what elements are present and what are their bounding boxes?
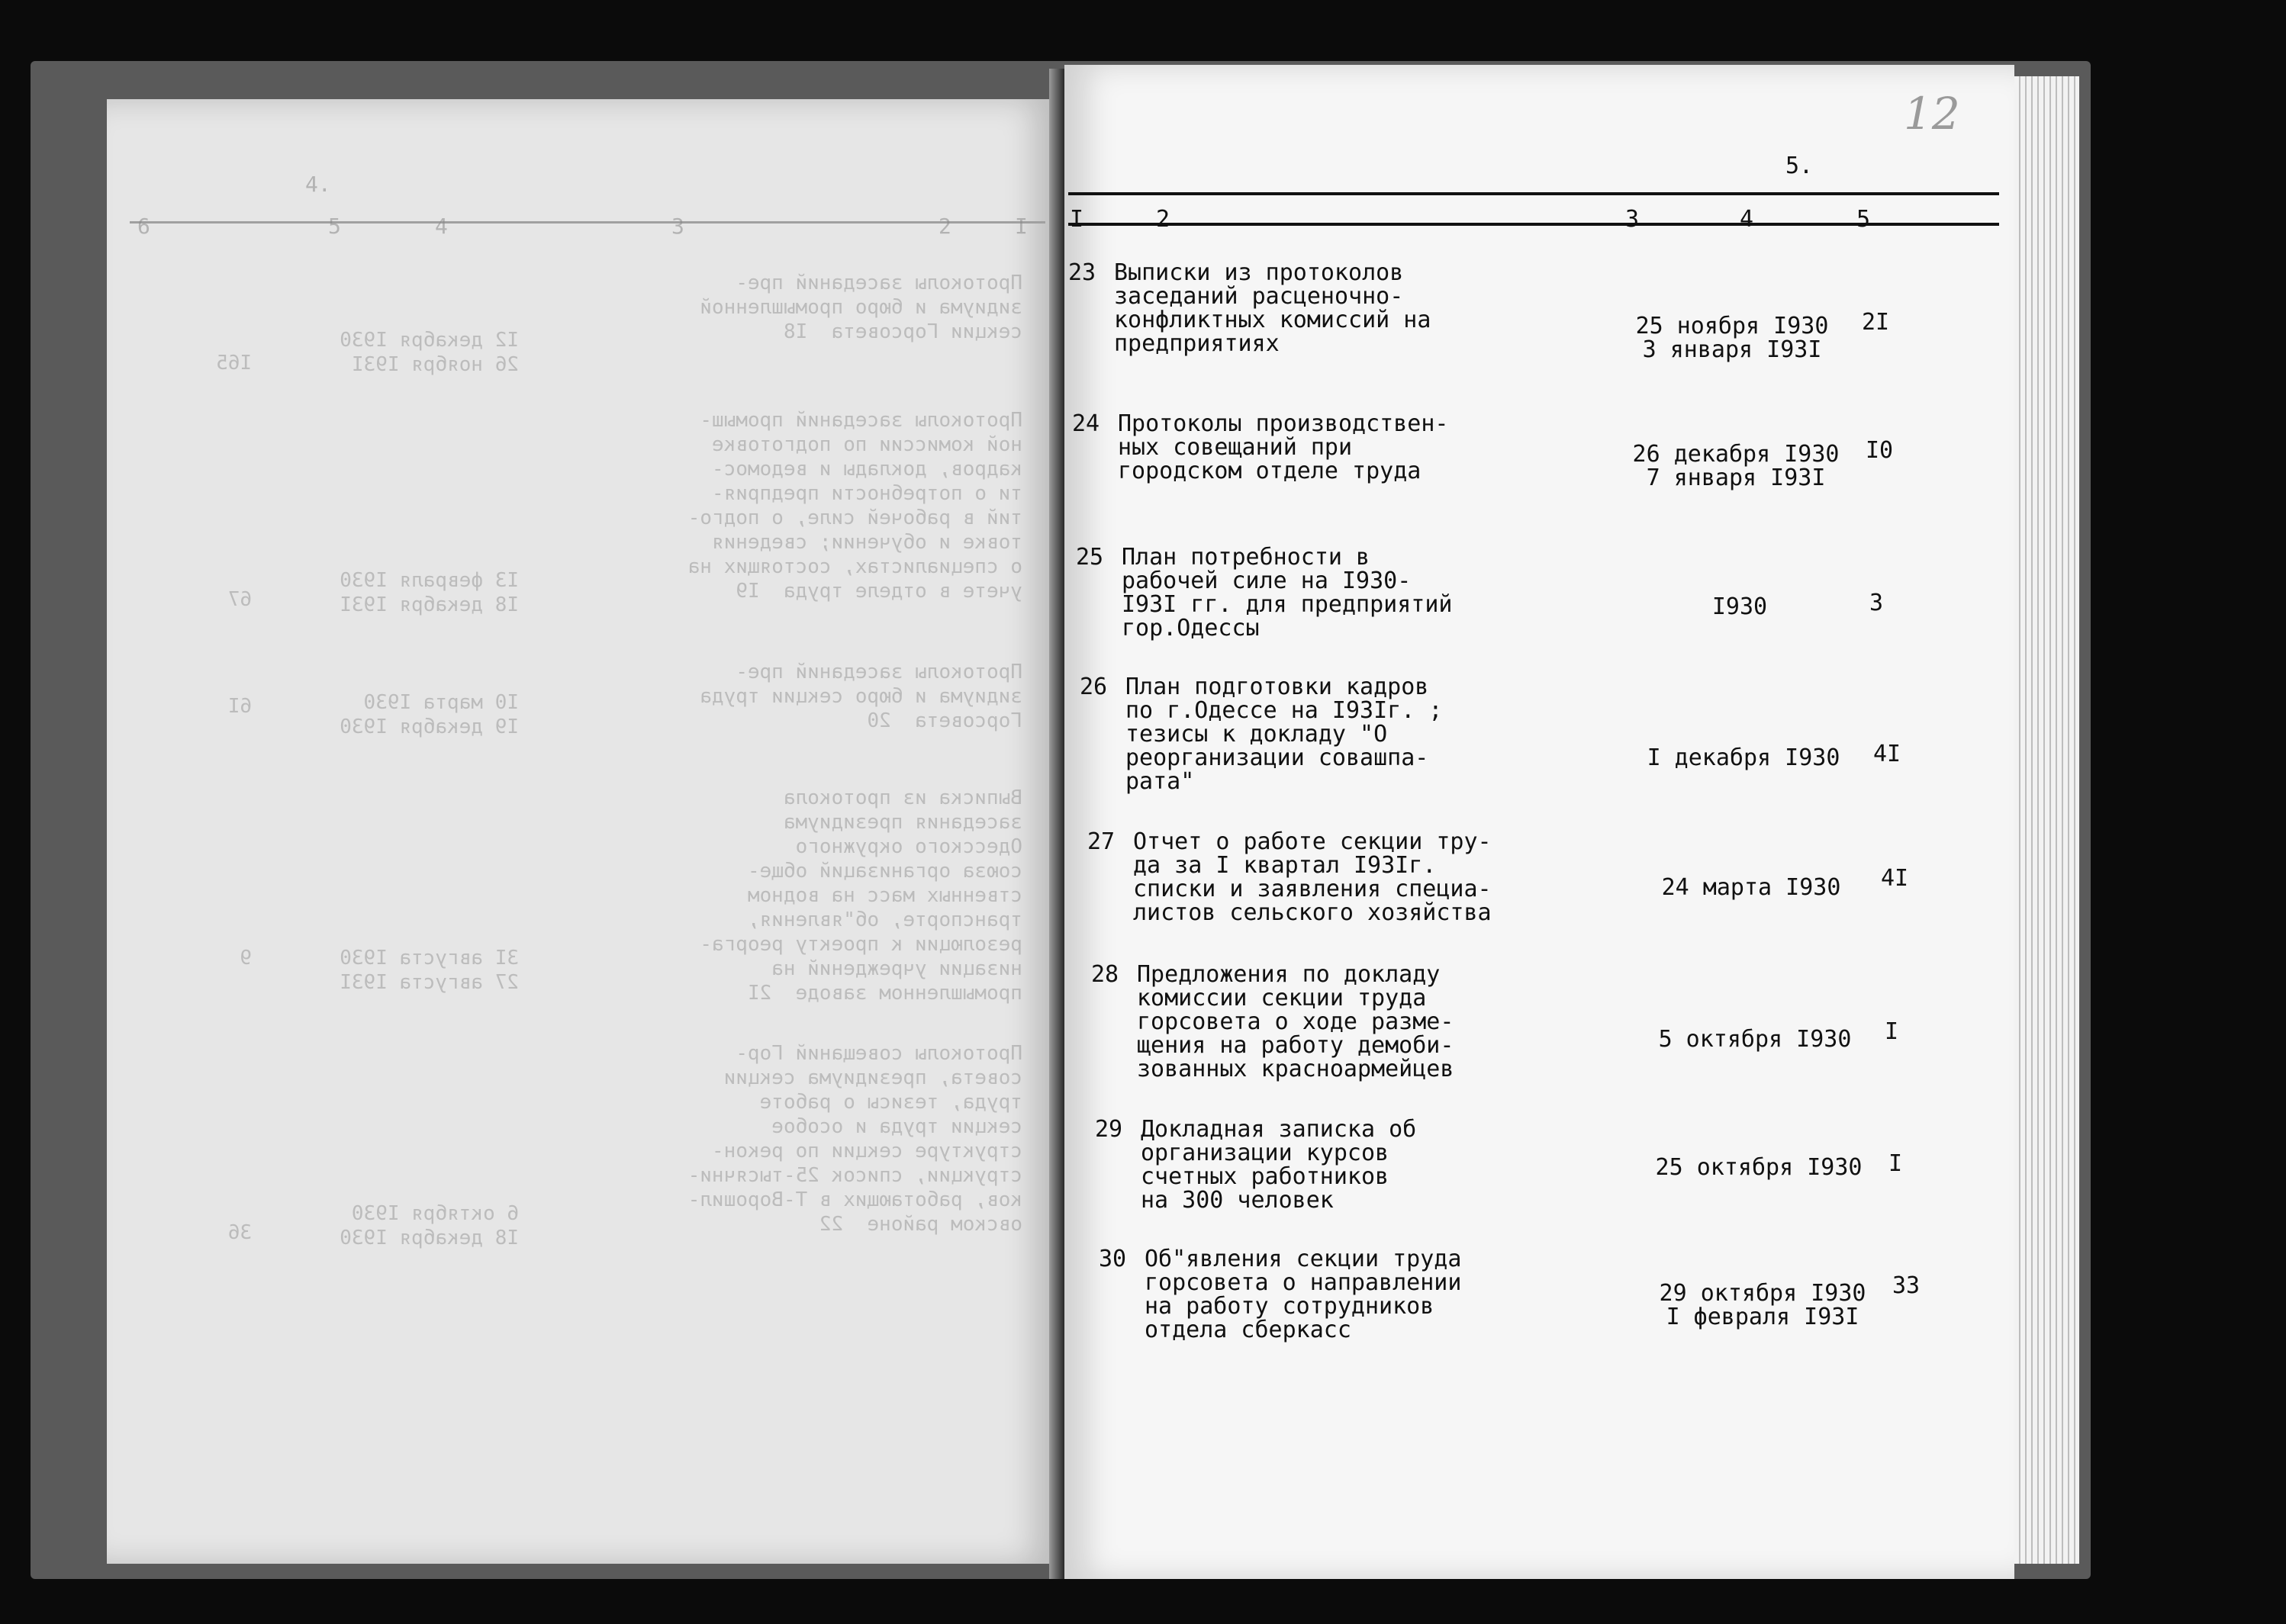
left-entry-title: Протоколы заседаний промыш- ной комиссии по подготовке кадров, доклады и ведомос- ти о потребности предприя- тий в рабочей силе, о подго- товке и обучении; сведения о специалистах, состоящих на учете в отделе труда	[687, 409, 1022, 603]
left-entry-sheets: 36	[227, 1221, 252, 1244]
left-entry-sheets: 67	[227, 588, 252, 611]
entry-number: 24	[1072, 410, 1100, 437]
entry-dates: I декабря I930	[1647, 744, 1840, 771]
entry-dates: 29 октября I930 I февраля I93I	[1659, 1280, 1866, 1330]
column-header-2: 2	[1156, 206, 1170, 233]
entry-number: 26	[1080, 674, 1108, 700]
left-entry-sheets: 6I	[227, 695, 252, 718]
left-entry-20	[580, 660, 1022, 733]
column-header-4: 4	[1740, 206, 1754, 233]
left-entry-num: 2I	[747, 982, 772, 1005]
entry-title: Выписки из протоколов заседаний расценочно- конфликтных комиссий на предприятиях	[1114, 259, 1431, 357]
entry-title: Об"явления секции труда горсовета о направлении на работу сотрудников отдела сберкасс	[1145, 1246, 1462, 1343]
left-entry-19-sheets	[175, 587, 252, 612]
left-entry-num: 20	[867, 709, 891, 732]
left-entry-dates: I0 марта I930 I9 декабря I930	[340, 691, 519, 738]
entry-sheets: I0	[1866, 437, 1894, 464]
left-entry-18-dates	[290, 328, 519, 377]
page-number: 5.	[1785, 153, 1814, 179]
left-entry-dates: 6 октября I930 I8 декабря I930	[340, 1202, 519, 1249]
left-entry-sheets: I65	[216, 352, 252, 375]
entry-sheets: 4I	[1873, 741, 1901, 767]
left-entry-title: Протоколы заседаний пре- зидиума и бюро промышленной секции Горсовета	[700, 272, 1022, 343]
left-column-2: 2	[939, 214, 951, 239]
entry-dates: 24 марта I930	[1661, 874, 1841, 901]
entry-dates: 5 октября I930	[1658, 1026, 1852, 1053]
left-entry-22-sheets	[175, 1220, 252, 1245]
entry-number: 23	[1068, 259, 1096, 286]
entry-number: 25	[1076, 544, 1104, 571]
entry-number: 28	[1091, 961, 1119, 988]
column-header-3: 3	[1625, 206, 1640, 233]
left-entry-19-dates	[290, 568, 519, 617]
left-entry-title: Выписка из протокола заседания президиума Одесского окружного союза организаций обще- ственных масс на водном транспорте, об"явления, резолюции к проекту реорга- низации учреждений на промышленном заводе	[700, 786, 1022, 1005]
left-entry-22-dates	[290, 1201, 519, 1250]
entry-sheets: 2I	[1862, 309, 1890, 336]
left-entry-21-sheets	[175, 946, 252, 970]
left-entry-22	[580, 1041, 1022, 1236]
left-entry-20-sheets	[175, 694, 252, 719]
left-entry-dates: I2 декабря I930 26 ноября I93I	[340, 329, 519, 376]
left-entry-num: I9	[736, 580, 760, 603]
column-header-5: 5	[1856, 206, 1871, 233]
left-entry-18	[580, 271, 1022, 344]
entry-sheets: I	[1885, 1018, 1899, 1045]
entry-number: 27	[1087, 828, 1116, 855]
entry-title: Предложения по докладу комиссии секции труда горсовета о ходе разме- щения на работу демоби- зованных красноармейцев	[1137, 961, 1454, 1082]
left-entry-20-dates	[290, 690, 519, 739]
page-edges	[2014, 76, 2079, 1564]
entry-sheets: 33	[1892, 1272, 1921, 1299]
entry-dates: 25 октября I930	[1655, 1154, 1863, 1181]
entry-title: Докладная записка об организации курсов счетных работников на 300 человек	[1141, 1116, 1417, 1214]
left-column-6: 6	[137, 214, 150, 239]
left-entry-num: 22	[819, 1213, 844, 1236]
entry-sheets: I	[1888, 1150, 1903, 1177]
entry-title: План подготовки кадров по г.Одессе на I93Iг. ; тезисы к докладу "О реорганизации совашпа- рата"	[1125, 674, 1443, 795]
left-entry-dates: I3 февраля I930 I8 декабря I93I	[340, 569, 519, 616]
left-entry-dates: 3I августа I930 27 августа I93I	[340, 947, 519, 994]
header-rule-top	[1068, 192, 1999, 195]
column-header-1: I	[1070, 206, 1084, 233]
entry-title: Протоколы производствен- ных совещаний при городском отделе труда	[1118, 410, 1449, 484]
entry-dates: I930	[1711, 593, 1768, 620]
entry-dates: 26 декабря I930 7 января I93I	[1632, 441, 1840, 491]
entry-title: План потребности в рабочей силе на I930- I93I гг. для предприятий гор.Одессы	[1122, 544, 1453, 642]
folio-number: 12	[1904, 88, 1960, 140]
left-entry-21	[580, 786, 1022, 1005]
left-column-3: 3	[671, 214, 684, 239]
entry-sheets: 3	[1869, 590, 1884, 616]
left-column-5: 5	[328, 214, 341, 239]
left-entry-21-dates	[290, 946, 519, 995]
left-entry-18-sheets	[175, 351, 252, 375]
left-page	[107, 99, 1057, 1564]
entry-title: Отчет о работе секции тру- да за I квартал I93Iг. списки и заявления специа- листов сельского хозяйства	[1133, 828, 1492, 926]
left-entry-19	[580, 408, 1022, 603]
left-column-4: 4	[435, 214, 448, 239]
entry-sheets: 4I	[1881, 865, 1909, 892]
left-header-rule	[130, 221, 1045, 224]
left-column-1: I	[1015, 214, 1028, 239]
entry-dates: 25 ноября I930 3 января I93I	[1635, 313, 1829, 363]
entry-number: 29	[1095, 1116, 1123, 1143]
left-entry-title: Протоколы совещаний Гор- совета, президиума секции труда, тезисы о работе секции труда и особое структуре секции по рекон- струкции, список 25-тысячни- ков, работающих в Т-Ворошил- овском районе	[687, 1042, 1022, 1236]
entry-number: 30	[1099, 1246, 1127, 1272]
left-entry-title: Протоколы заседаний пре- зидиума и бюро секции труда Горсовета	[700, 661, 1022, 732]
left-entry-sheets: 9	[240, 947, 252, 970]
left-page-number: 4.	[305, 172, 331, 197]
left-entry-num: I8	[783, 320, 808, 343]
